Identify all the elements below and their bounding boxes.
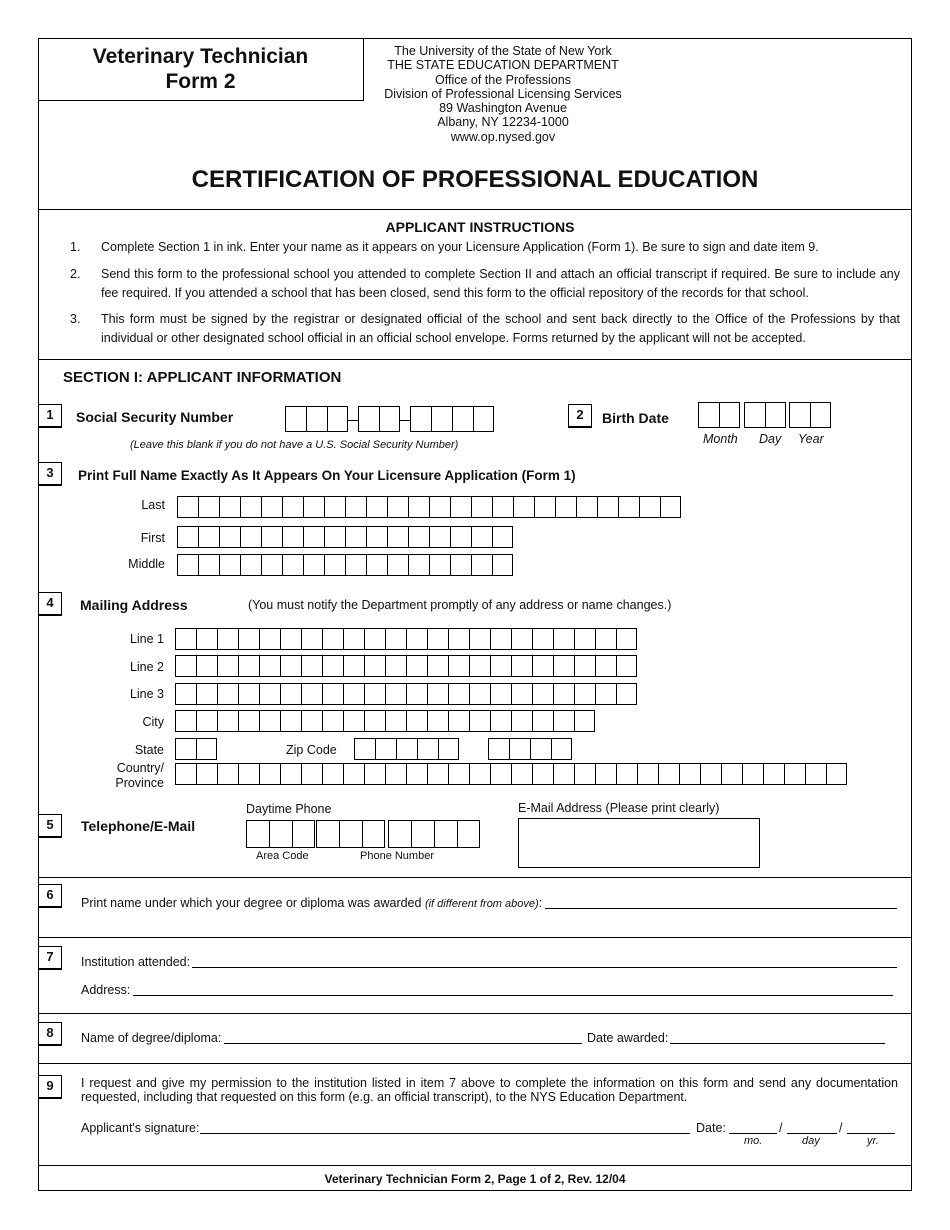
zip-label: Zip Code — [286, 743, 337, 757]
signature-year-field[interactable] — [847, 1133, 895, 1134]
area-code-caption: Area Code — [256, 850, 309, 862]
degree-label: Name of degree/diploma: — [81, 1031, 222, 1045]
divider — [38, 1063, 912, 1064]
item-number: 3 — [38, 462, 62, 486]
phone-number-caption: Phone Number — [360, 850, 434, 862]
state-label: State — [134, 743, 164, 757]
agency-line: The University of the State of New York — [394, 44, 612, 58]
middle-name-field[interactable] — [177, 554, 513, 576]
form-title-line2: Form 2 — [165, 70, 236, 93]
address-line2-label: Line 2 — [129, 660, 164, 674]
country-label-line1: Country/ — [116, 761, 164, 775]
instruction-text: Send this form to the professional school you attended to complete Section II and attach an official transcript if required. Be sure to include any fee required. If you attended a school that has been closed, send this form to the official repository of the records for that school. — [101, 267, 900, 300]
signature-day-field[interactable] — [787, 1133, 837, 1134]
birth-day-field[interactable] — [744, 402, 786, 428]
institution-label: Institution attended: — [81, 955, 191, 969]
institution-field[interactable] — [192, 967, 897, 968]
birth-month-field[interactable] — [698, 402, 740, 428]
degree-name-label — [81, 896, 542, 910]
agency-line: THE STATE EDUCATION DEPARTMENT — [387, 58, 619, 73]
year-caption: yr. — [867, 1135, 879, 1147]
colon: : — [538, 896, 543, 910]
address-line3-label: Line 3 — [129, 687, 164, 701]
telephone-email-label: Telephone/E-Mail — [81, 818, 196, 834]
area-code-field[interactable] — [246, 820, 315, 848]
address-line1-label: Line 1 — [129, 632, 164, 646]
ssn-note: (Leave this blank if you do not have a U.S. Social Security Number) — [130, 439, 459, 451]
item-number: 1 — [38, 404, 62, 428]
page-title: CERTIFICATION OF PROFESSIONAL EDUCATION — [191, 166, 759, 193]
item-number: 8 — [38, 1022, 62, 1046]
instruction-item — [70, 265, 900, 303]
last-name-field[interactable] — [177, 496, 681, 518]
address-note: (You must notify the Department promptly of any address or name changes.) — [248, 598, 672, 612]
state-field[interactable] — [175, 738, 217, 760]
first-name-field[interactable] — [177, 526, 513, 548]
daytime-phone-label: Daytime Phone — [246, 802, 332, 816]
phone-line-field[interactable] — [388, 820, 480, 848]
divider — [38, 1013, 912, 1014]
degree-name-field[interactable] — [545, 908, 897, 909]
day-caption: day — [802, 1135, 820, 1147]
permission-statement: I request and give my permission to the institution listed in item 7 above to complete the information on this form and send any documentation requested, including that requested on this form (e.g. an official transcript), to the NYS Education Department. — [81, 1076, 898, 1104]
item-number: 9 — [38, 1075, 62, 1099]
ssn-dash — [400, 420, 410, 421]
signature-month-field[interactable] — [729, 1133, 777, 1134]
agency-website[interactable]: www.op.nysed.gov — [450, 129, 556, 144]
divider — [38, 359, 912, 360]
full-name-label: Print Full Name Exactly As It Appears On Your Licensure Application (Form 1) — [78, 468, 576, 483]
degree-name-text: Print name under which your degree or diploma was awarded — [81, 896, 422, 910]
item-number: 4 — [38, 592, 62, 616]
instruction-number: 2. — [70, 267, 81, 281]
instruction-item — [70, 238, 900, 257]
agency-line: 89 Washington Avenue — [439, 101, 567, 116]
month-caption: mo. — [744, 1135, 763, 1147]
divider — [38, 937, 912, 938]
signature-field[interactable] — [200, 1133, 690, 1134]
address-line3-field[interactable] — [175, 683, 637, 705]
email-field[interactable] — [518, 818, 760, 868]
phone-prefix-field[interactable] — [316, 820, 385, 848]
signature-date-label: Date: — [696, 1121, 726, 1135]
ssn-field-part2[interactable] — [358, 406, 400, 432]
first-name-label: First — [140, 531, 165, 545]
year-caption: Year — [798, 432, 824, 446]
last-name-label: Last — [141, 498, 165, 512]
institution-address-field[interactable] — [133, 995, 893, 996]
section-title: SECTION I: APPLICANT INFORMATION — [63, 369, 342, 386]
degree-field[interactable] — [224, 1043, 582, 1044]
agency-line: Office of the Professions — [435, 72, 571, 87]
agency-line: Division of Professional Licensing Services — [384, 86, 622, 101]
middle-name-label: Middle — [128, 557, 165, 571]
agency-address — [364, 44, 642, 144]
item-number: 5 — [38, 814, 62, 838]
day-caption: Day — [759, 432, 782, 446]
ssn-field-part3[interactable] — [410, 406, 494, 432]
divider — [38, 877, 912, 878]
item-number: 7 — [38, 946, 62, 970]
item-number: 6 — [38, 884, 62, 908]
birth-year-field[interactable] — [789, 402, 831, 428]
item-number: 2 — [568, 404, 592, 428]
page-footer: Veterinary Technician Form 2, Page 1 of 2, Rev. 12/04 — [324, 1172, 626, 1186]
instruction-text: Complete Section 1 in ink. Enter your name as it appears on your Licensure Application (Form 1). Be sure to sign and date item 9. — [101, 240, 819, 254]
address-line2-field[interactable] — [175, 655, 637, 677]
instruction-text: This form must be signed by the registrar or designated official of the school and sent back directly to the Office of the Professions by that individual or other designated school official in an official school envelope. Forms returned by the applicant will not be accepted. — [101, 312, 900, 345]
birth-date-label: Birth Date — [602, 410, 669, 426]
ssn-label: Social Security Number — [76, 409, 234, 425]
instructions-title: APPLICANT INSTRUCTIONS — [385, 219, 575, 235]
mailing-address-label: Mailing Address — [80, 597, 188, 613]
email-label: E-Mail Address (Please print clearly) — [518, 801, 720, 815]
zip-extension-field[interactable] — [488, 738, 572, 760]
country-label — [94, 761, 164, 791]
date-slash: / — [779, 1121, 783, 1135]
instruction-number: 1. — [70, 240, 81, 254]
divider — [38, 209, 912, 210]
divider — [38, 1165, 912, 1166]
city-label: City — [142, 715, 164, 729]
address-line1-field[interactable] — [175, 628, 637, 650]
country-province-field[interactable] — [175, 763, 847, 785]
zip-field[interactable] — [354, 738, 459, 760]
month-caption: Month — [703, 432, 738, 446]
date-awarded-field[interactable] — [670, 1043, 885, 1044]
instruction-item — [70, 310, 900, 348]
signature-label: Applicant's signature: — [81, 1121, 200, 1135]
instruction-number: 3. — [70, 312, 81, 326]
form-border — [38, 38, 912, 1191]
ssn-field-part1[interactable] — [285, 406, 348, 432]
city-field[interactable] — [175, 710, 595, 732]
degree-name-note: (if different from above) — [424, 898, 539, 910]
form-title — [38, 38, 364, 101]
form-title-line1: Veterinary Technician — [92, 45, 309, 68]
agency-line: Albany, NY 12234-1000 — [437, 115, 569, 130]
institution-address-label: Address: — [81, 983, 131, 997]
date-slash: / — [839, 1121, 843, 1135]
date-awarded-label: Date awarded: — [587, 1031, 669, 1045]
country-label-line2: Province — [115, 776, 164, 790]
ssn-dash — [348, 420, 358, 421]
